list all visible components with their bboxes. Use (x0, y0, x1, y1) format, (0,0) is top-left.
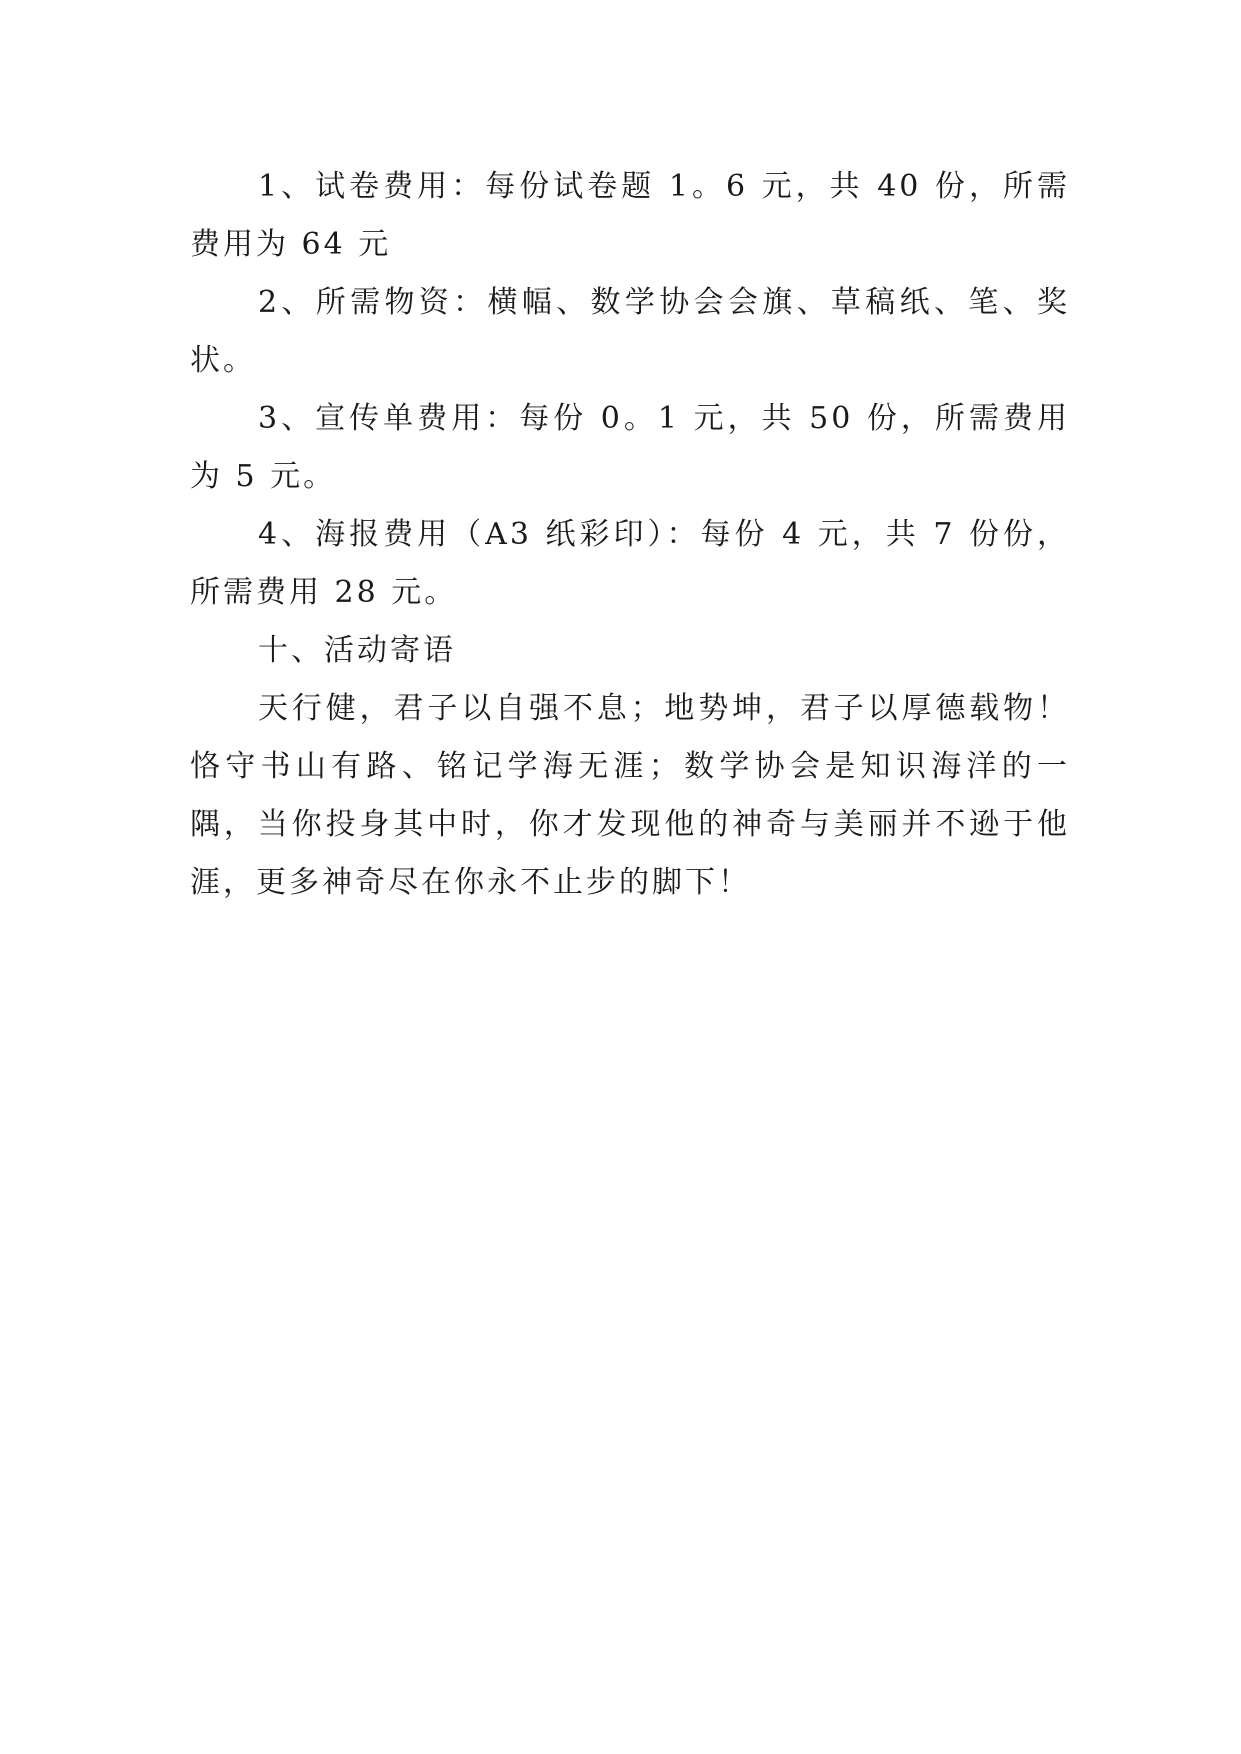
paragraph-poster-cost: 4、海报费用（A3 纸彩印）：每份 4 元，共 7 份份，所需费用 28 元。 (190, 517, 1070, 610)
paragraph-activity-message: 天行健，君子以自强不息；地势坤，君子以厚德载物！恪守书山有路、铭记学海无涯；数学协会是知识海洋的一隅，当你投身其中时，你才发现他的神奇与美丽并不逊于他涯，更多神奇尽在你永不止步的脚下！ (190, 691, 1070, 900)
paragraph-flyer-cost: 3、宣传单费用：每份 0。1 元，共 50 份，所需费用为 5 元。 (190, 401, 1070, 494)
paragraph-materials: 2、所需物资：横幅、数学协会会旗、草稿纸、笔、奖状。 (190, 285, 1070, 378)
section-heading-activity-message: 十、活动寄语 (258, 633, 456, 668)
paragraph-exam-cost: 1、试卷费用：每份试卷题 1。6 元，共 40 份，所需费用为 64 元 (190, 169, 1070, 262)
document-body (190, 158, 1070, 912)
